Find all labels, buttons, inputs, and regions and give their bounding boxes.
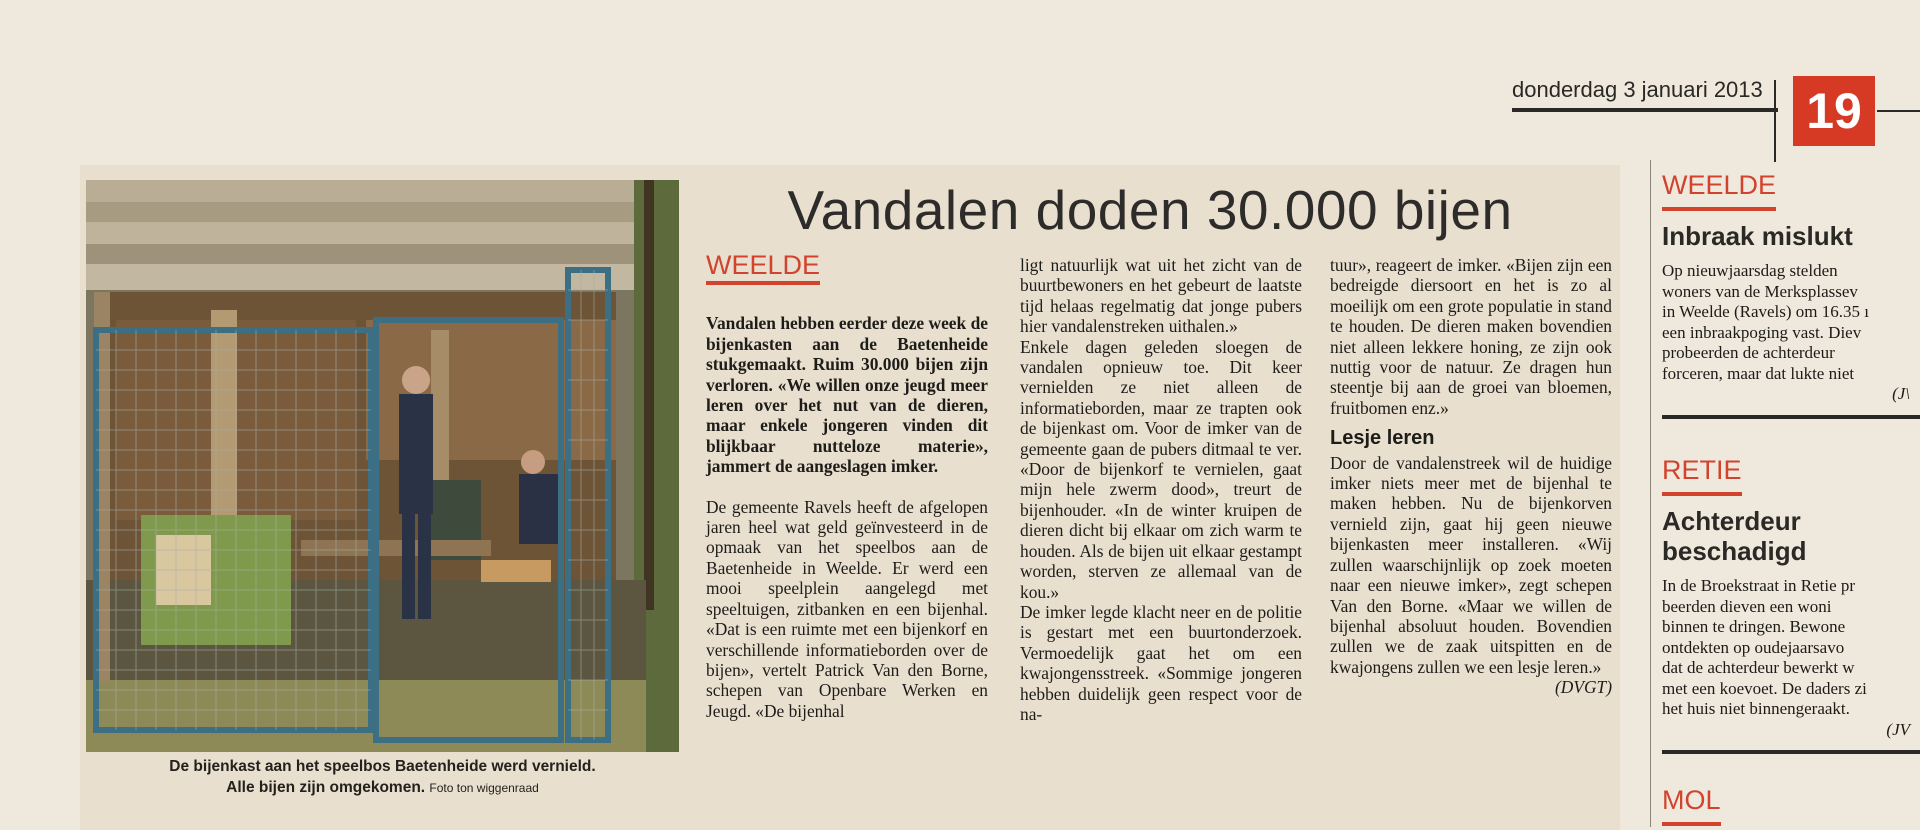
article-column-2 (1020, 255, 1302, 724)
brief-line: binnen te dringen. Bewone (1662, 617, 1846, 636)
article-photo (86, 180, 679, 752)
article-headline: Vandalen doden 30.000 bijen (787, 179, 1513, 241)
brief-headline: Inbraak mislukt (1662, 221, 1853, 251)
brief-kicker: WEELDE (1662, 170, 1776, 211)
article-paragraph: ligt natuurlijk wat uit het zicht van de buurtbewoners en het gebeurt de laatste tijd helaas regelmatig dat jonge pubers hier vandalenstreken uithalen.» (1020, 255, 1302, 337)
brief-body (1662, 261, 1920, 405)
article-kicker: WEELDE (706, 255, 820, 285)
photo-caption (86, 756, 679, 799)
brief-line: Op nieuwjaarsdag stelden (1662, 261, 1838, 280)
date-line: donderdag 3 januari 2013 (1512, 77, 1763, 102)
brief-achterdeur (1662, 455, 1920, 760)
brief-headline (1662, 506, 1920, 566)
caption-line-1: De bijenkast aan het speelbos Baetenheide werd vernield. (169, 758, 596, 775)
brief-separator (1662, 415, 1920, 419)
brief-line: probeerden de achterdeur (1662, 343, 1835, 362)
page-number-rule (1877, 110, 1920, 112)
article-paragraph: De imker legde klacht neer en de politie is gestart met een buurtonderzoek. Vermoedelijk gaat het om een kwajongensstreek. «Sommige jongeren hebben duidelijk geen respect voor de na- (1020, 601, 1302, 724)
brief-signature: (JV (1886, 719, 1910, 739)
article-column-3 (1330, 255, 1612, 698)
article-paragraph: tuur», reageert de imker. «Bijen zijn een bedreigde diersoort en het is zo al moeilijk om een grote populatie in stand te houden. De dieren maken bovendien niet alleen lekkere honing, ze zijn ook nuttig voor de natuur. Ze dragen hun steentje bij aan de groei van bloemen, fruitbomen enz.» (1330, 255, 1612, 418)
article-paragraph: Door de vandalenstreek wil de huidige imker niets meer met de bijenhal te maken hebben. Nu de bijenkorven vernield zijn, gaat hij geen nieuwe bijenkasten meer installeren. «Wij zullen waarschijnlijk op zoek moeten naar een nieuwe imker», zegt schepen Van den Borne. «Maar we willen de bijenhal absoluut houden. Bovendien zullen we de zaak uitspitten en de kwajongens zullen we een lesje leren.» (1330, 452, 1612, 677)
brief-line: woners van de Merksplassev (1662, 281, 1858, 301)
brief-line: In de Broekstraat in Retie pr (1662, 576, 1856, 595)
article-paragraph: Enkele dagen geleden sloegen de vandalen opnieuw toe. Dit keer vernielden ze niet alleen de informatieborden, maar ze trapten ook de bijenkast om. Voor de imker van de gemeente gaan de pubers ditmaal te ver. «Door de bijenkorf te vernielen, gaat mijn hele zwerm dood», treurt de bijenhouder. «In de winter kruipen de dieren dicht bij elkaar om zich warm te houden. Als de bijen uit elkaar gestampt worden, sterven ze allemaal van de kou.» (1020, 336, 1302, 602)
article-paragraph: De gemeente Ravels heeft de afgelopen jaren heel wat geld geïnvesteerd in de opmaak van het speelbos aan de Baetenheide in Weelde. Er werd een mooi speelplein aangelegd met speeltuigen, zitbanken en een bijenhal. «Dat is een ruimte met een bijenkorf en verschillende informatieborden over de bijen», vertelt Patrick Van den Borne, schepen van Openbare Werken en Jeugd. «De bijenhal (706, 496, 988, 721)
caption-line-2: Alle bijen zijn omgekomen. (226, 779, 426, 796)
brief-line: beerden dieven een woni (1662, 596, 1832, 616)
brief-line: het huis niet binnengeraakt. (1662, 699, 1850, 718)
brief-signature: (J\ (1892, 384, 1910, 403)
brief-line: forceren, maar dat lukte niet (1662, 363, 1855, 383)
brief-line: met een koevoet. De daders zi (1662, 678, 1867, 698)
sidebar-divider (1650, 160, 1651, 827)
brief-line: in Weelde (Ravels) om 16.35 ı (1662, 302, 1869, 321)
brief-kicker: RETIE (1662, 455, 1742, 496)
article-column-1 (706, 250, 988, 721)
brief-line: een inbraakpoging vast. Diev (1662, 322, 1862, 342)
date-divider (1774, 80, 1776, 162)
article-lead: Vandalen hebben eerder deze week de bijenkasten aan de Baetenheide stukgemaakt. Ruim 30.000 bijen zijn verloren. «We willen onze jeugd meer leren over het nut van de dieren, maar enkele jongeren vinden dit blijkbaar nutteloze materie», jammert de aangeslagen imker. (706, 313, 988, 477)
brief-headline-line: beschadigd (1662, 536, 1807, 566)
date-rule (1512, 108, 1778, 112)
brief-kicker: MOL (1662, 785, 1721, 826)
brief-separator (1662, 750, 1920, 754)
brief-headline-line: Achterdeur (1662, 506, 1801, 536)
photo-credit: Foto ton wiggenraad (429, 781, 539, 795)
brief-mol (1662, 785, 1920, 826)
brief-line: dat de achterdeur bewerkt w (1662, 658, 1855, 677)
article-subhead: Lesje leren (1330, 427, 1435, 450)
brief-body (1662, 576, 1920, 740)
brief-inbraak (1662, 170, 1920, 425)
bee-house-photo (86, 180, 679, 752)
page-number-badge: 19 (1793, 76, 1875, 146)
article-signature: (DVGT) (1555, 677, 1612, 698)
brief-line: ontdekten op oudejaarsavo (1662, 637, 1845, 657)
